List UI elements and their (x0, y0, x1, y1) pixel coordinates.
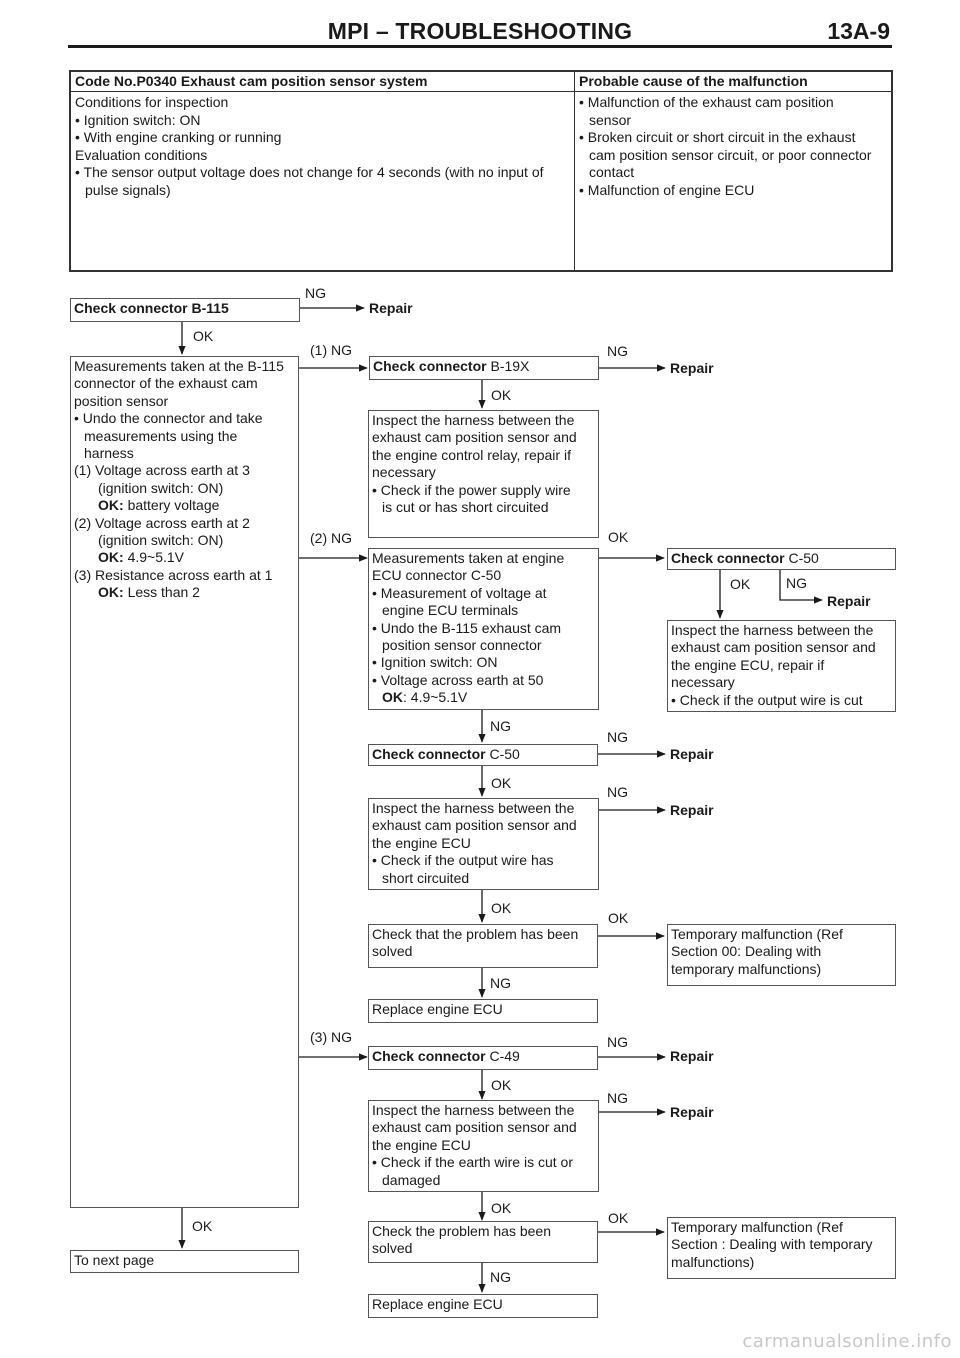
text-line: the engine ECU (372, 1136, 471, 1153)
text-line: exhaust cam position sensor and (372, 429, 577, 446)
text-line: • Malfunction of engine ECU (579, 181, 755, 198)
text-line: pulse signals) (85, 181, 171, 198)
ng-label: NG (607, 343, 628, 359)
check-solved-1-box (368, 924, 598, 968)
connector-id: C-50 (489, 746, 520, 762)
code-number-header: Code No.P0340 Exhaust cam position sensor system (71, 72, 574, 92)
box-label: Check connector B-115 (74, 300, 229, 316)
ok-label: OK (608, 529, 629, 545)
to-next-page-box (70, 1250, 299, 1273)
text-line: harness (84, 445, 134, 462)
text-line: malfunctions) (671, 1253, 755, 1270)
text-line: necessary (671, 674, 735, 691)
ok-label: OK (193, 328, 214, 344)
check-connector-c50-right-box (667, 548, 896, 570)
text-line: is cut or has short circuited (382, 499, 549, 516)
ng-label: NG (490, 975, 511, 991)
text-line: short circuited (382, 869, 470, 886)
text-line: • The sensor output voltage does not change for 4 seconds (with no input of (75, 164, 544, 180)
text-line: (ignition switch: ON) (98, 532, 224, 549)
connector-id: C-50 (788, 550, 819, 566)
ok-prefix: OK (382, 689, 403, 706)
spec-value: 4.9~5.1V (127, 549, 184, 566)
text-line: • Undo the connector and take (74, 410, 263, 427)
ng-label: NG (607, 1090, 628, 1106)
text-line: engine ECU terminals (382, 602, 519, 619)
text-line: solved (372, 943, 413, 960)
text-line: • Undo the B-115 exhaust cam (372, 619, 562, 636)
connector-id: B-19X (490, 358, 530, 374)
text-line: Measurements taken at engine (372, 550, 565, 566)
ok-label: OK (491, 1200, 512, 1216)
ok-prefix: OK: (98, 497, 124, 514)
text-line: ECU connector C-50 (372, 567, 502, 584)
text-line: • With engine cranking or running (75, 129, 282, 145)
ok-label: OK (608, 1210, 629, 1226)
ng-label: NG (607, 784, 628, 800)
text-line: exhaust cam position sensor and (671, 639, 876, 656)
text-line: necessary (372, 464, 436, 481)
ok-label: OK (491, 775, 512, 791)
text-line: measurements using the (84, 427, 238, 444)
text-line: • Voltage across earth at 50 (372, 671, 544, 688)
check-connector-b115-box (70, 298, 300, 322)
box-label: Check connector (372, 746, 486, 762)
box-label: Check connector (372, 1048, 486, 1064)
text-line: Inspect the harness between the (372, 412, 575, 428)
text-line: Section : Dealing with temporary (671, 1236, 873, 1253)
repair-label: Repair (369, 300, 413, 316)
ng3-label: (3) NG (310, 1029, 352, 1045)
text-line: Inspect the harness between the (671, 622, 874, 638)
text-line: Temporary malfunction (Ref (671, 926, 843, 942)
text-line: Evaluation conditions (75, 146, 208, 163)
text-line: exhaust cam position sensor and (372, 1119, 577, 1136)
check-connector-b19x-box (369, 356, 599, 380)
text-line: • Check if the earth wire is cut or (372, 1154, 573, 1171)
text-line: position sensor (74, 392, 169, 409)
temporary-malfunction-1-box (667, 924, 896, 986)
text-line: contact (589, 164, 635, 180)
ok-label: OK (730, 576, 751, 592)
box-label: Replace engine ECU (372, 1001, 503, 1017)
inspect-output-cut-box (667, 620, 896, 712)
ng-label: NG (305, 285, 326, 301)
replace-ecu-2-box (368, 1294, 598, 1318)
text-line: • Ignition switch: ON (75, 111, 201, 128)
inspect-power-harness-box (368, 410, 599, 538)
ok-label: OK (491, 387, 512, 403)
spec-value: : 4.9~5.1V (403, 689, 468, 706)
check-connector-c50-mid-box (368, 744, 598, 766)
text-line: (2) Voltage across earth at 2 (74, 514, 250, 531)
ok-label: OK (491, 900, 512, 916)
ng1-label: (1) NG (310, 342, 352, 358)
text-line: the engine control relay, repair if (372, 446, 571, 463)
text-line: sensor (589, 111, 632, 128)
text-line: • Measurement of voltage at (372, 584, 547, 601)
ng-label: NG (607, 1034, 628, 1050)
text-line: connector of the exhaust cam (74, 375, 258, 392)
text-line (74, 584, 295, 601)
box-label: To next page (74, 1252, 155, 1268)
repair-label: Repair (670, 360, 714, 376)
text-line: (1) Voltage across earth at 3 (74, 462, 250, 479)
replace-ecu-1-box (368, 999, 598, 1023)
text-line: solved (372, 1240, 413, 1257)
repair-label: Repair (670, 802, 714, 818)
connector-id: C-49 (489, 1048, 520, 1064)
page-title: MPI – TROUBLESHOOTING (327, 18, 633, 44)
text-line: • Ignition switch: ON (372, 654, 498, 671)
text-line: Temporary malfunction (Ref (671, 1219, 843, 1235)
text-line: • Check if the power supply wire (372, 481, 571, 498)
text-line: (3) Resistance across earth at 1 (74, 566, 273, 583)
text-line: the engine ECU, repair if (671, 656, 825, 673)
ok-label: OK (608, 910, 629, 926)
text-line: temporary malfunctions) (671, 960, 822, 977)
text-line: Check that the problem has been (372, 926, 579, 942)
text-line: • Check if the output wire has (372, 852, 554, 869)
box-label: Replace engine ECU (372, 1296, 503, 1312)
ok-label: OK (192, 1218, 213, 1234)
text-line: cam position sensor circuit, or poor connector (589, 146, 872, 163)
repair-label: Repair (670, 746, 714, 762)
text-line: Inspect the harness between the (372, 1102, 575, 1118)
repair-label: Repair (827, 593, 871, 609)
text-line (74, 497, 295, 514)
spec-value: Less than 2 (127, 584, 200, 601)
check-connector-c49-box (368, 1046, 598, 1070)
ok-prefix: OK: (98, 584, 124, 601)
text-line: • Malfunction of the exhaust cam position (579, 94, 834, 110)
text-line (372, 689, 595, 706)
measurements-b115-box (70, 356, 299, 1208)
temporary-malfunction-2-box (667, 1217, 896, 1279)
text-line (74, 549, 295, 566)
text-line: • Broken circuit or short circuit in the exhaust (579, 129, 856, 145)
spec-value: battery voltage (127, 497, 220, 514)
repair-label: Repair (670, 1104, 714, 1120)
text-line: Measurements taken at the B-115 (74, 358, 284, 374)
box-label: Check connector (671, 550, 785, 566)
text-line: Inspect the harness between the (372, 800, 575, 816)
ng-label: NG (786, 575, 807, 591)
probable-cause-header: Probable cause of the malfunction (575, 72, 891, 92)
text-line: Section 00: Dealing with (671, 943, 822, 960)
ok-prefix: OK: (98, 549, 124, 566)
text-line: Check the problem has been (372, 1223, 551, 1239)
text-line: the engine ECU (372, 834, 471, 851)
text-line: exhaust cam position sensor and (372, 817, 577, 834)
page-number: 13A-9 (827, 18, 890, 44)
ng-label: NG (490, 718, 511, 734)
inspect-earth-harness-box (368, 1100, 599, 1192)
text-line: Conditions for inspection (75, 94, 229, 110)
ng-label: NG (607, 729, 628, 745)
text-line: • Check if the output wire is cut (671, 691, 863, 708)
ok-label: OK (491, 1077, 512, 1093)
text-line: damaged (382, 1171, 441, 1188)
text-line: position sensor connector (382, 637, 542, 654)
box-label: Check connector (373, 358, 487, 374)
measurements-ecu-c50-box (368, 548, 599, 710)
text-line: (ignition switch: ON) (98, 479, 224, 496)
ng2-label: (2) NG (310, 530, 352, 546)
check-solved-2-box (368, 1221, 598, 1263)
repair-label: Repair (670, 1048, 714, 1064)
inspect-output-short-box (368, 798, 599, 890)
watermark: carmanualsonline.info (742, 1331, 952, 1352)
ng-label: NG (490, 1269, 511, 1285)
